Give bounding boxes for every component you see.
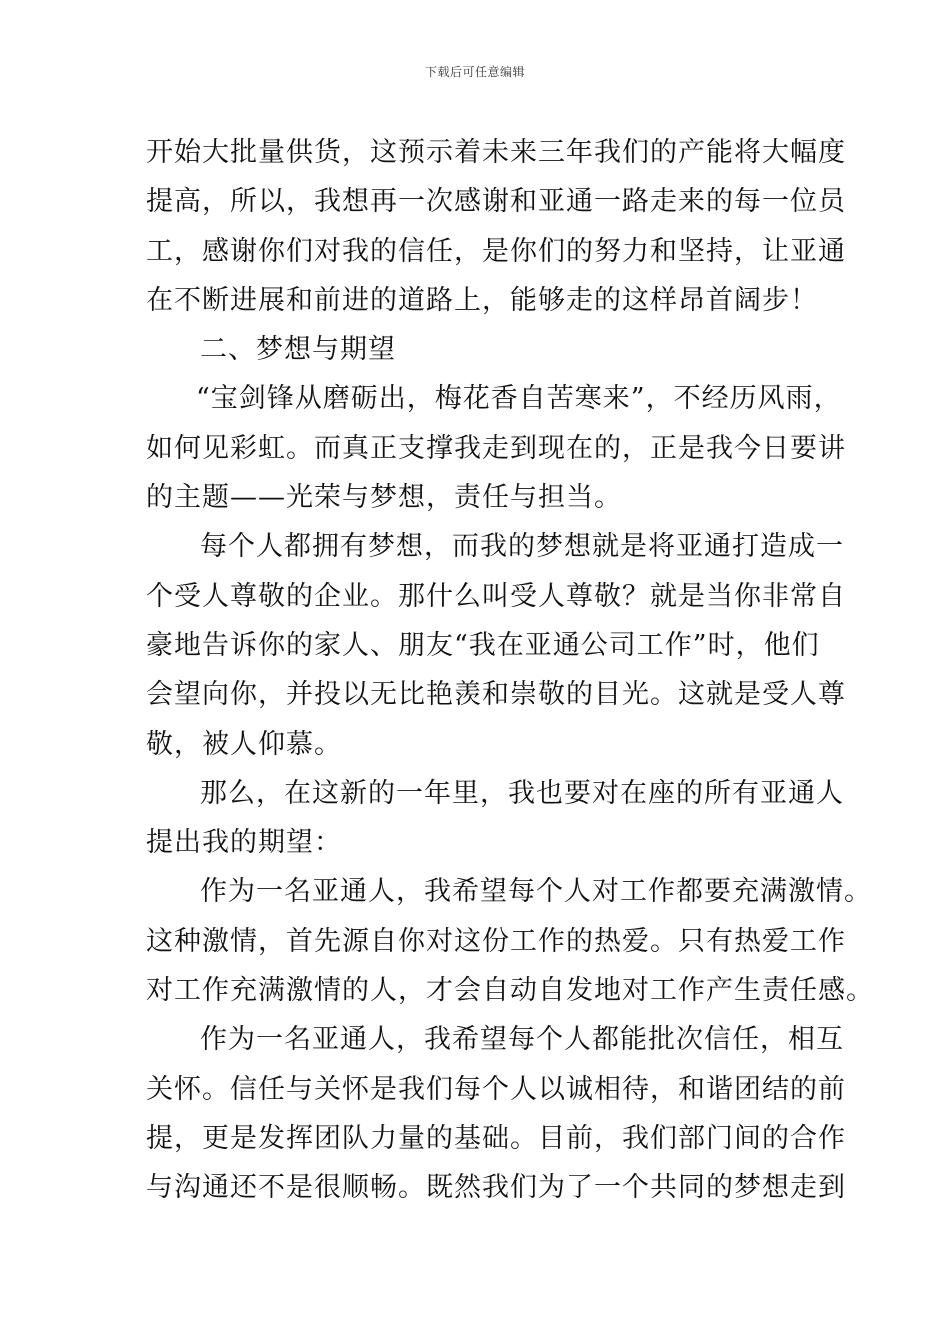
text-line: 这种激情，首先源自你对这份工作的热爱。只有热爱工作 xyxy=(146,925,846,957)
text-line: 如何见彩虹。而真正支撑我走到现在的，正是我今日要讲 xyxy=(146,432,846,464)
text-line: 与沟通还不是很顺畅。既然我们为了一个共同的梦想走到 xyxy=(146,1172,846,1204)
text-line: 豪地告诉你的家人、朋友“我在亚通公司工作”时，他们 xyxy=(146,629,820,661)
text-line: 关怀。信任与关怀是我们每个人以诚相待，和谐团结的前 xyxy=(146,1073,846,1105)
text-line: 会望向你，并投以无比艳羡和崇敬的目光。这就是受人尊 xyxy=(146,679,846,711)
text-line: 那么，在这新的一年里，我也要对在座的所有亚通人 xyxy=(200,777,844,809)
document-body xyxy=(146,128,874,1213)
text-line: 提出我的期望： xyxy=(146,827,342,859)
text-line: 的主题——光荣与梦想，责任与担当。 xyxy=(146,482,622,514)
text-line: 作为一名亚通人，我希望每个人都能批次信任，相互 xyxy=(200,1024,844,1056)
text-line: 作为一名亚通人，我希望每个人对工作都要充满激情。 xyxy=(200,876,872,908)
text-line: 在不断进展和前进的道路上，能够走的这样昂首阔步！ xyxy=(146,284,818,316)
text-line: 工，感谢你们对我的信任，是你们的努力和坚持，让亚通 xyxy=(146,235,846,267)
text-line: 个受人尊敬的企业。那什么叫受人尊敬？就是当你非常自 xyxy=(146,580,846,612)
text-line: 提高，所以，我想再一次感谢和亚通一路走来的每一位员 xyxy=(146,186,846,218)
text-line: 开始大批量供货，这预示着未来三年我们的产能将大幅度 xyxy=(146,137,846,168)
text-line: 敬，被人仰慕。 xyxy=(146,728,342,760)
section-heading: 二、梦想与期望 xyxy=(200,334,396,366)
text-line: “宝剑锋从磨砺出，梅花香自苦寒来”，不经历风雨， xyxy=(196,383,842,415)
text-line: 每个人都拥有梦想，而我的梦想就是将亚通打造成一 xyxy=(200,531,844,563)
page-header: 下载后可任意编辑 xyxy=(424,65,525,79)
text-line: 对工作充满激情的人，才会自动自发地对工作产生责任感。 xyxy=(146,975,874,1007)
text-line: 提，更是发挥团队力量的基础。目前，我们部门间的合作 xyxy=(146,1122,846,1154)
